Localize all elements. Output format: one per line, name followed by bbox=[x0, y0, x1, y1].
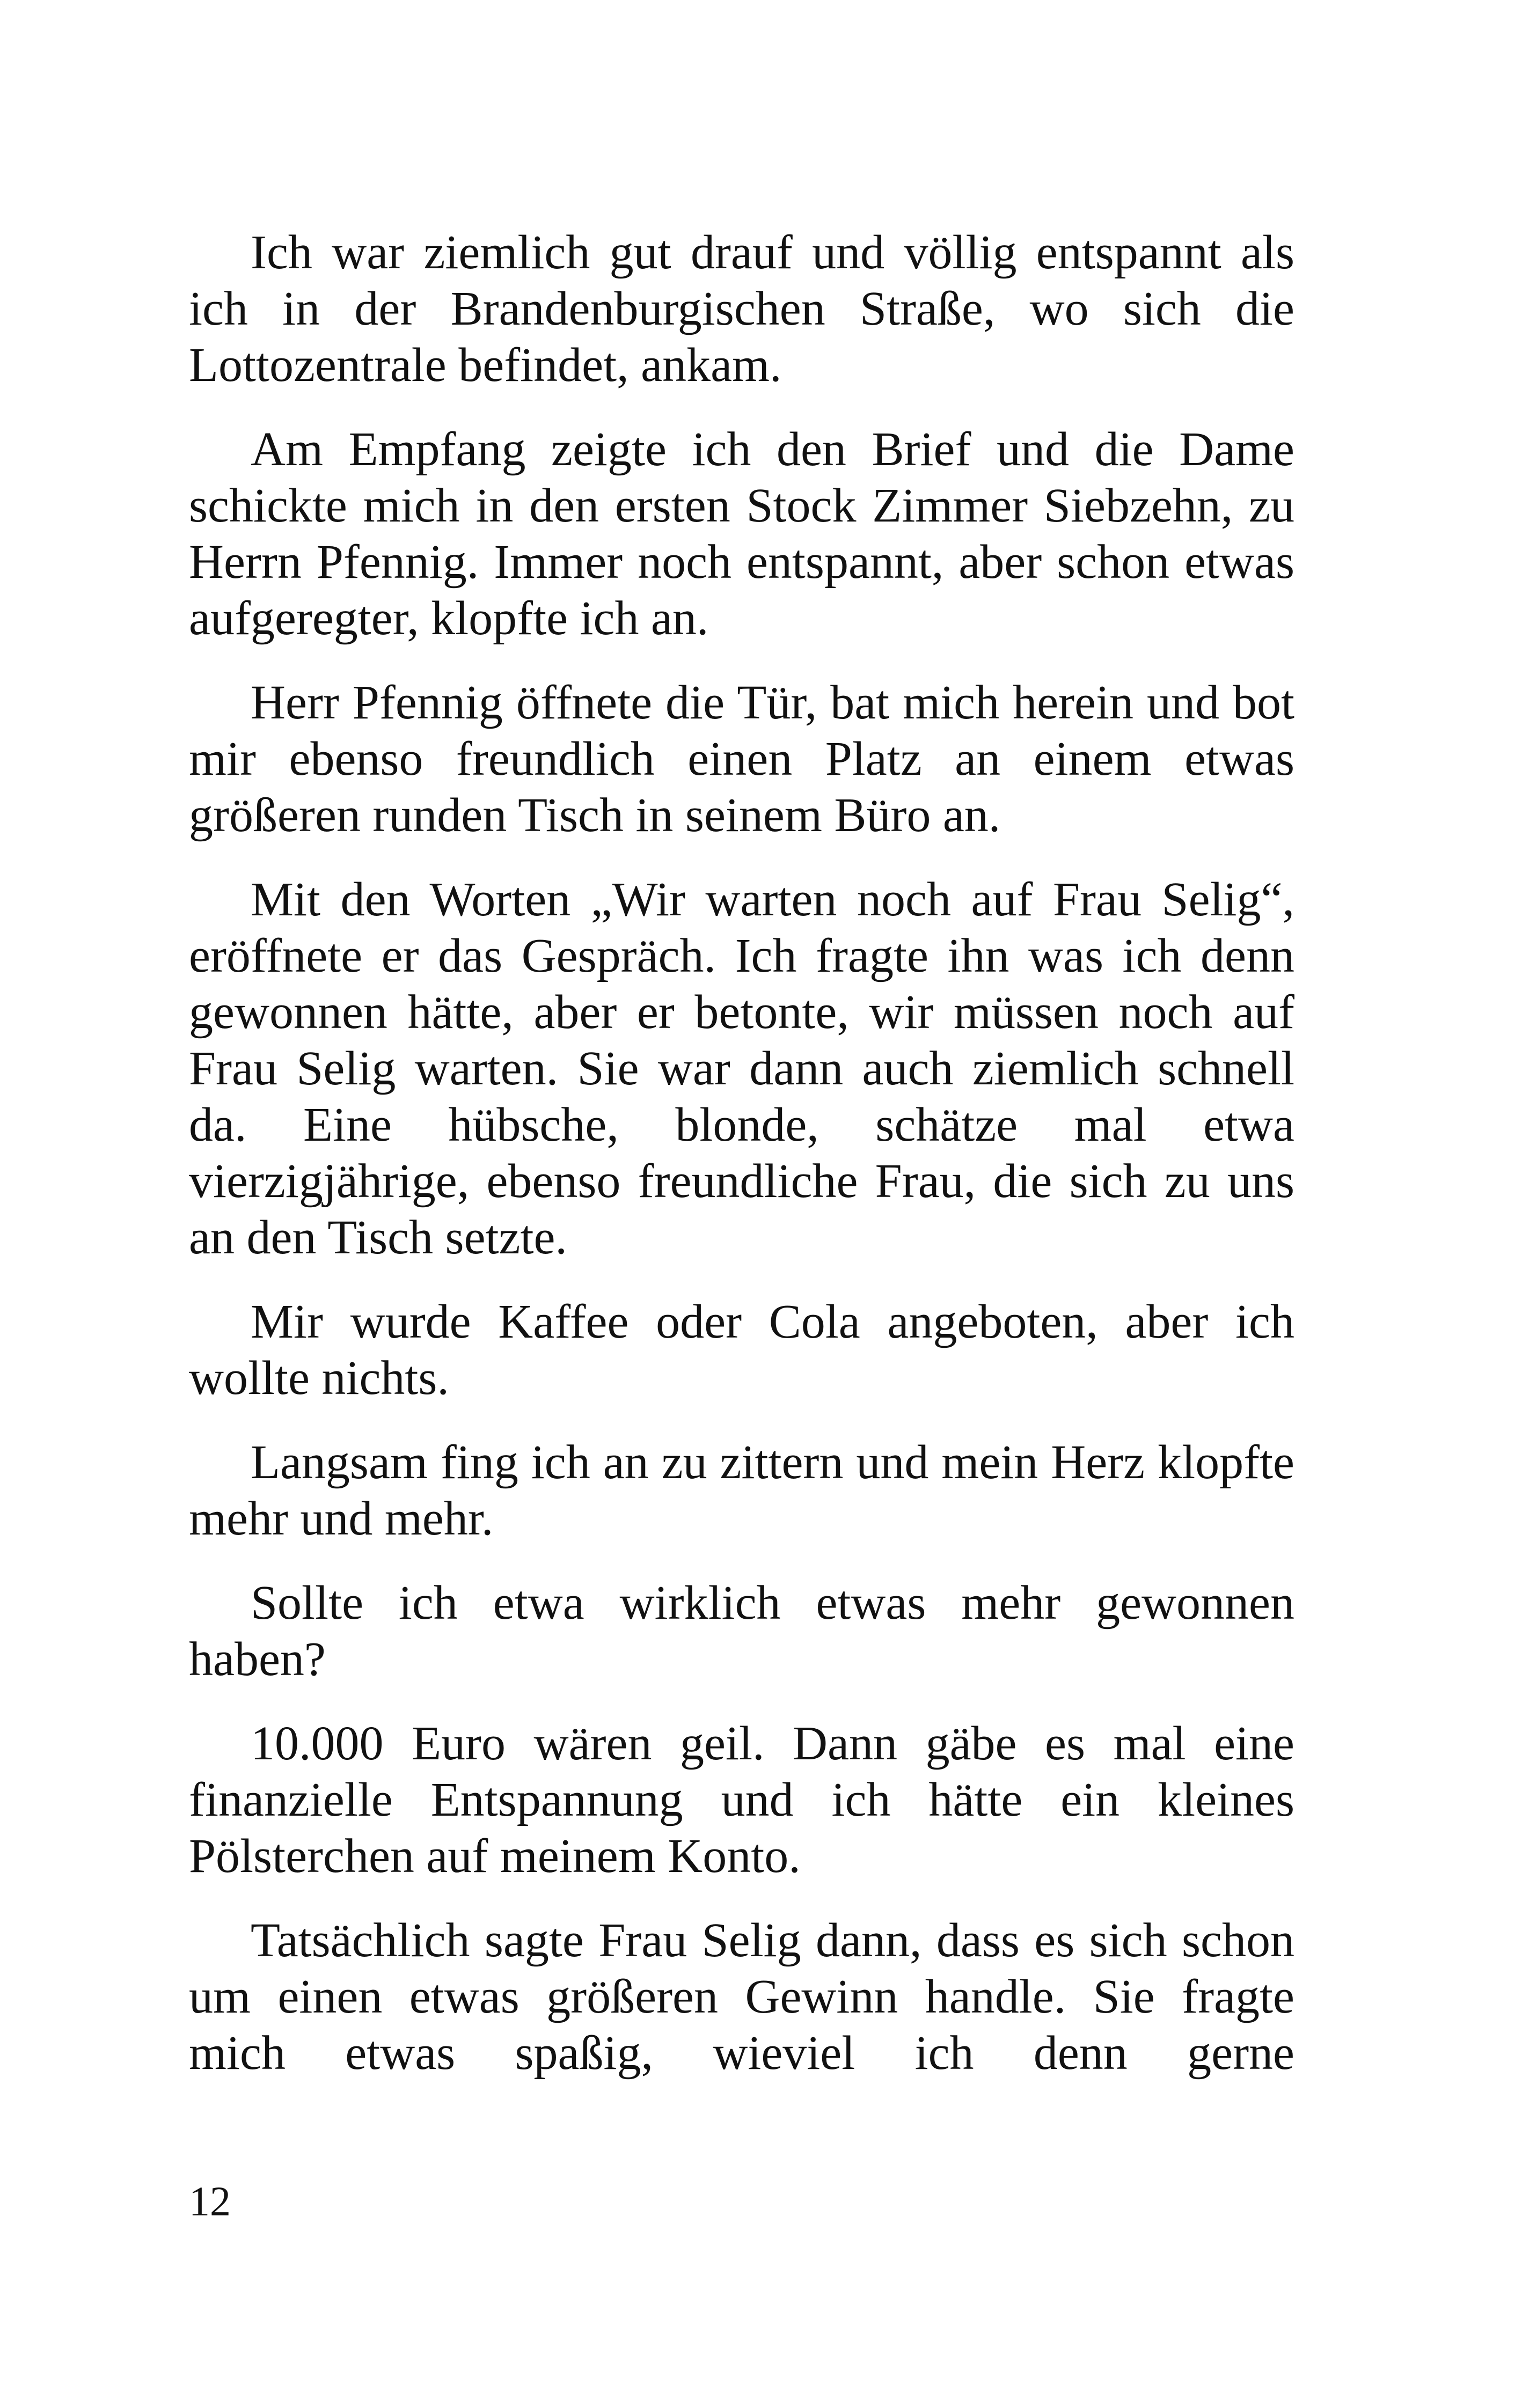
paragraph-5: Mir wurde Kaffee oder Cola angeboten, aber ich wollte nichts. bbox=[189, 1295, 1294, 1405]
paragraph-9: Tatsächlich sagte Frau Selig dann, dass es sich schon um einen etwas größeren Gewinn handle. Sie fragte mich etwas spaßig, wieviel ich denn gerne bbox=[189, 1914, 1294, 2080]
paragraph-3: Herr Pfennig öffnete die Tür, bat mich herein und bot mir ebenso freundlich einen Platz an einem etwas größeren runden Tisch in seinem Büro an. bbox=[189, 676, 1294, 842]
paragraph-4: Mit den Worten „Wir warten noch auf Frau Selig“, eröffnete er das Gespräch. Ich fragte ihn was ich denn gewonnen hätte, aber er betonte, wir müssen noch auf Frau Selig warten. Sie war dann auch ziemlich schnell da. Eine hübsche, blonde, schätze mal etwa vierzigjährige, ebenso freundliche Frau, die sich zu uns an den Tisch setzte. bbox=[189, 873, 1294, 1264]
paragraph-1: Ich war ziemlich gut drauf und völlig entspannt als ich in der Brandenburgischen Straße, wo sich die Lottozentrale befindet, ankam. bbox=[189, 226, 1294, 392]
paragraph-7: Sollte ich etwa wirklich etwas mehr gewonnen haben? bbox=[189, 1576, 1294, 1686]
page-number: 12 bbox=[189, 2178, 231, 2225]
paragraph-6: Langsam fing ich an zu zittern und mein Herz klopfte mehr und mehr. bbox=[189, 1436, 1294, 1545]
paragraph-2: Am Empfang zeigte ich den Brief und die Dame schickte mich in den ersten Stock Zimmer Siebzehn, zu Herrn Pfennig. Immer noch entspannt, aber schon etwas aufgeregter, klopfte ich an. bbox=[189, 423, 1294, 645]
paragraph-8: 10.000 Euro wären geil. Dann gäbe es mal eine finanzielle Entspannung und ich hätte ein kleines Pölsterchen auf meinem Konto. bbox=[189, 1717, 1294, 1883]
body-text bbox=[189, 224, 1294, 2081]
